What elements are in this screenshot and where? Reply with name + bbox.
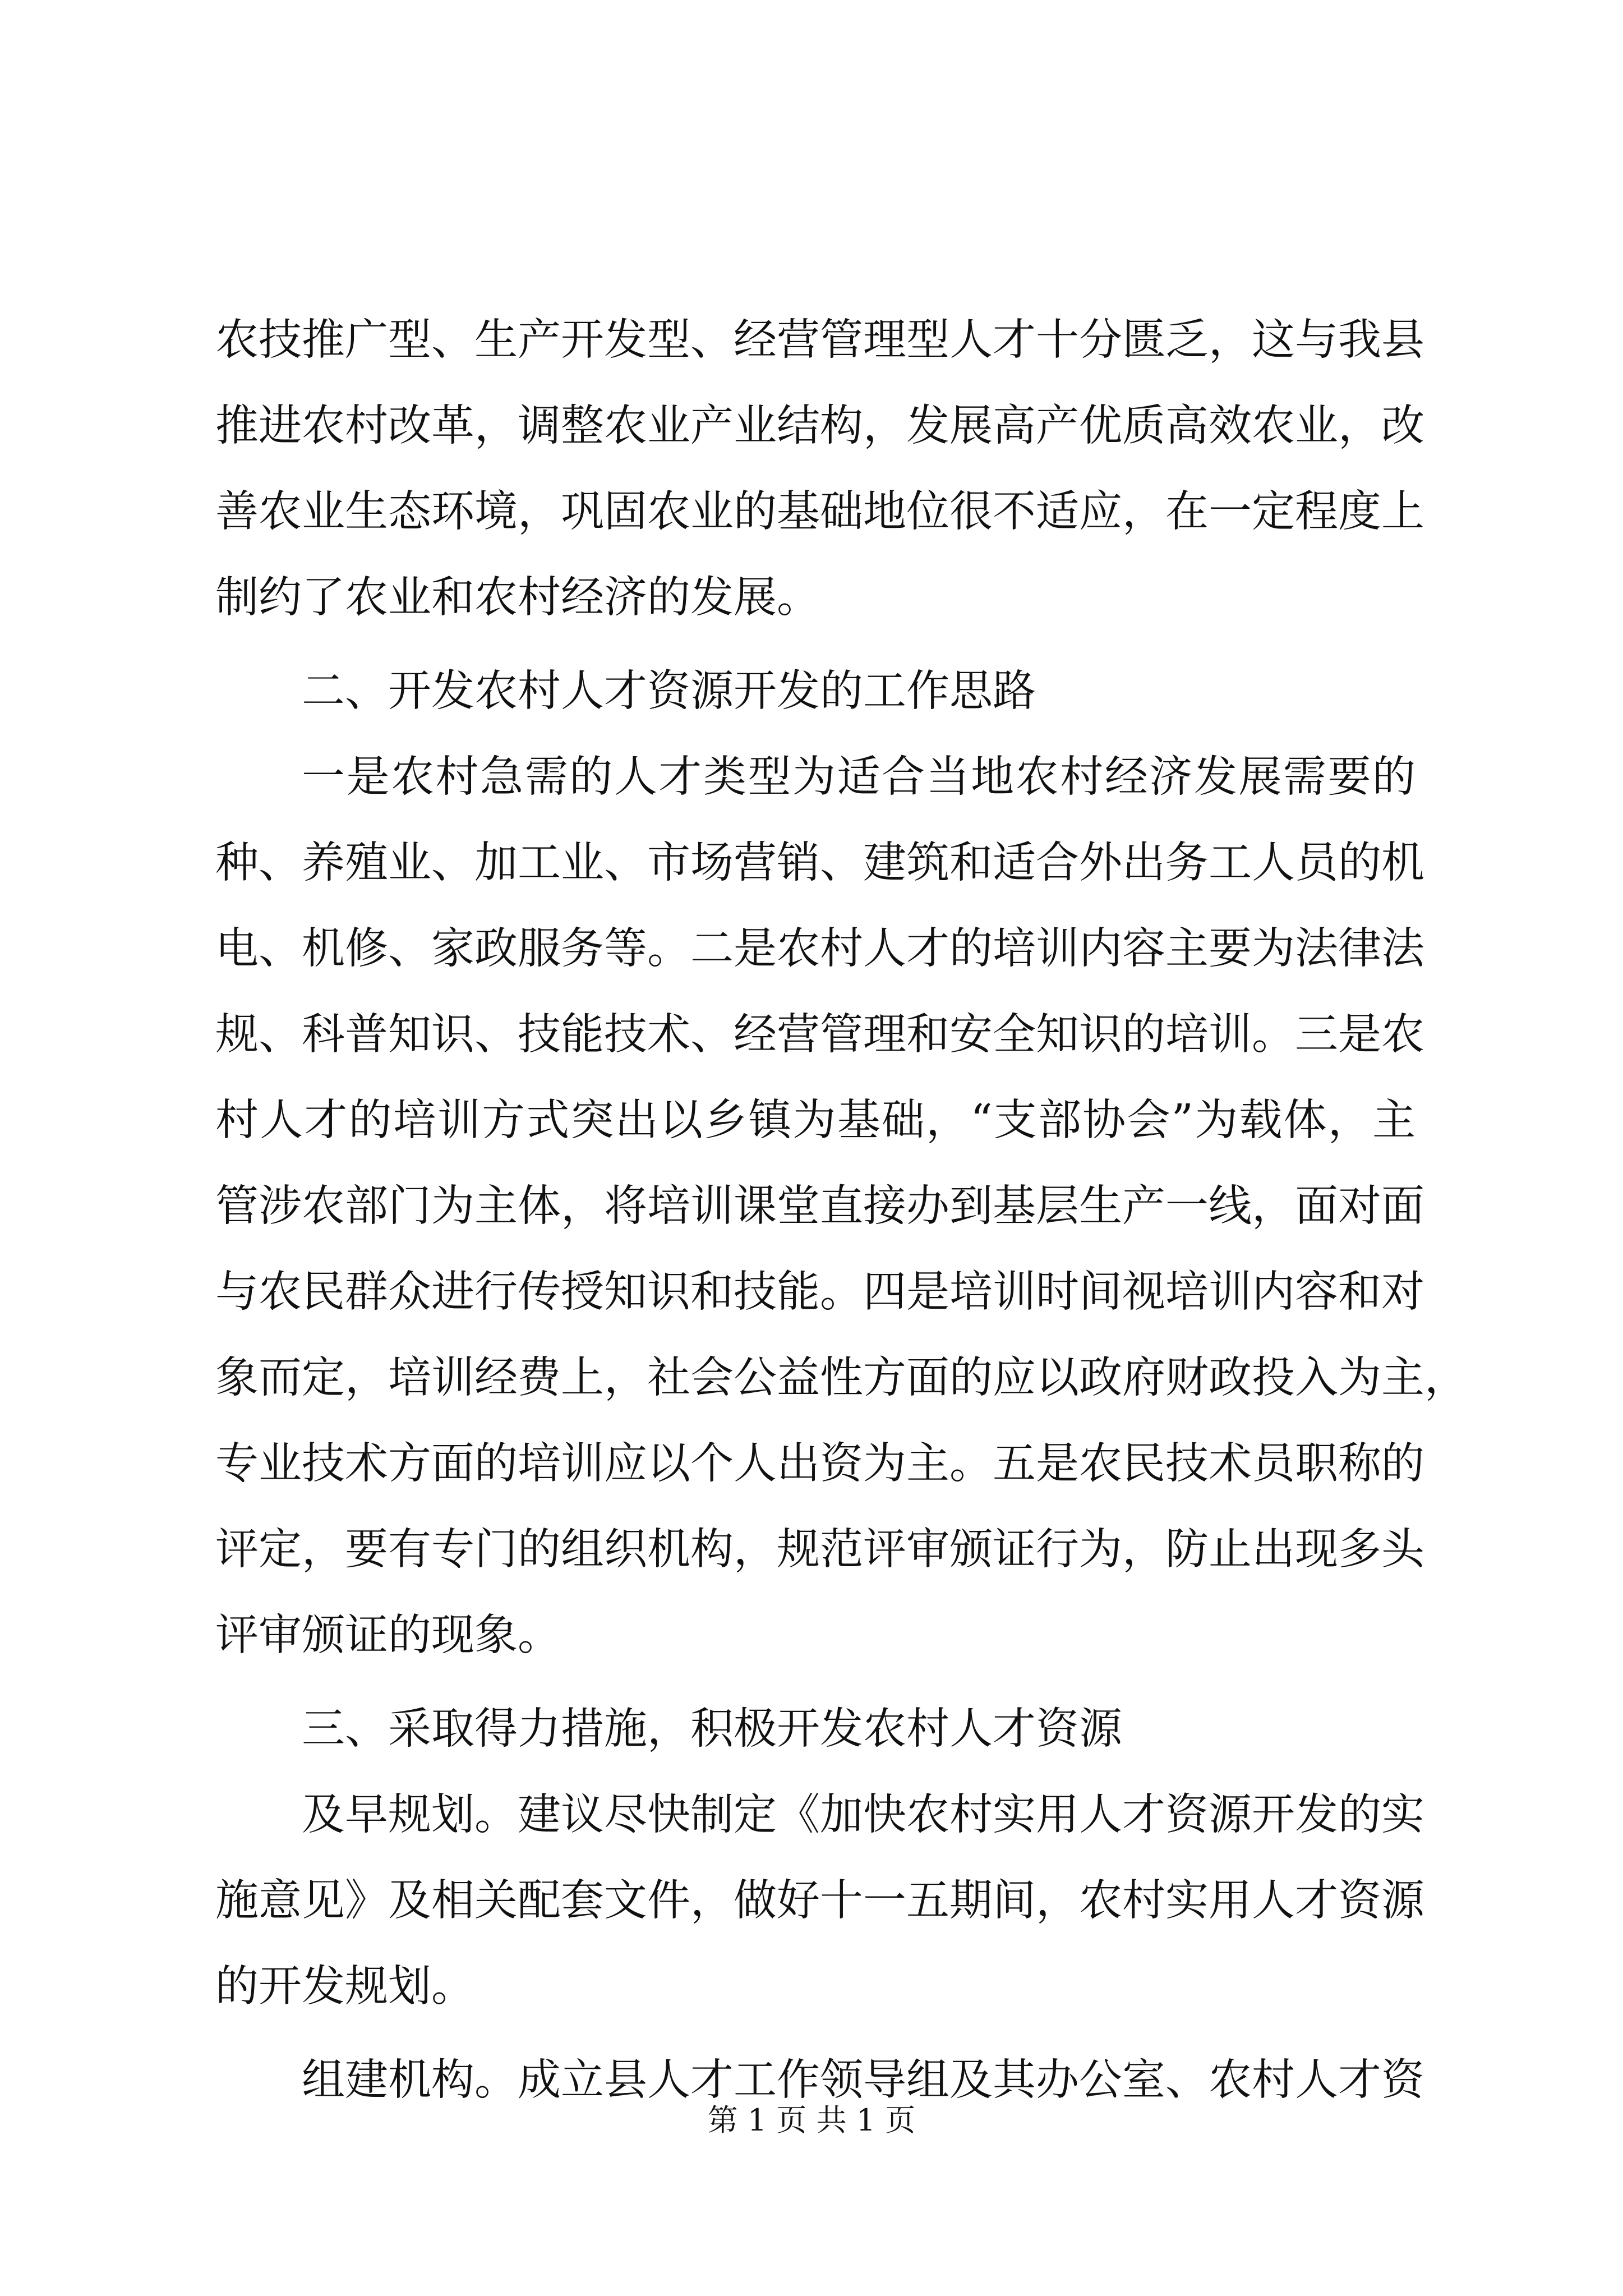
heading-line: 三、采取得力措施，积极开发农村人才资源: [302, 1704, 1122, 1754]
paragraph-continuation: [215, 297, 1424, 641]
text-line: 的开发规划。: [215, 1962, 474, 2012]
text-line: 施意见》及相关配套文件，做好十一五期间，农村实用人才资源: [215, 1876, 1424, 1926]
page-number-footer: 第 1 页 共 1 页: [707, 2102, 916, 2138]
text-line: 农技推广型、生产开发型、经营管理型人才十分匮乏，这与我县: [215, 315, 1424, 365]
text-line: 电、机修、家政服务等。二是农村人才的培训内容主要为法律法: [215, 924, 1424, 974]
text-line: 种、养殖业、加工业、市场营销、建筑和适合外出务工人员的机: [215, 838, 1424, 888]
text-line: 组建机构。成立县人才工作领导组及其办公室、农村人才资: [302, 2055, 1424, 2105]
heading-line: 二、开发农村人才资源开发的工作思路: [302, 666, 1036, 716]
text-line: 规、科普知识、技能技术、经营管理和安全知识的培训。三是农: [215, 1010, 1424, 1060]
text-line: 推进农村改革，调整农业产业结构，发展高产优质高效农业，改: [215, 401, 1424, 451]
section-heading-two: [215, 648, 1415, 734]
text-line: 评定，要有专门的组织机构，规范评审颁证行为，防止出现多头: [215, 1525, 1424, 1575]
text-line: 村人才的培训方式突出以乡镇为基础，“支部协会”为载体，主: [215, 1096, 1415, 1145]
text-line: 一是农村急需的人才类型为适合当地农村经济发展需要的: [302, 752, 1415, 802]
text-line: 善农业生态环境，巩固农业的基础地位很不适应，在一定程度上: [215, 487, 1424, 537]
text-line: 制约了农业和农村经济的发展。: [215, 573, 820, 623]
text-line: 与农民群众进行传授知识和技能。四是培训时间视培训内容和对: [215, 1267, 1424, 1317]
text-line: 及早规划。建议尽快制定《加快农村实用人才资源开发的实: [302, 1790, 1424, 1840]
text-line: 管涉农部门为主体，将培训课堂直接办到基层生产一线，面对面: [215, 1181, 1424, 1231]
document-body: [215, 297, 1468, 2123]
paragraph-early-planning: [215, 1772, 1424, 2030]
text-line: 象而定，培训经费上，社会公益性方面的应以政府财政投入为主，: [215, 1353, 1468, 1403]
paragraph-work-ideas: [215, 734, 1468, 1678]
text-line: 评审颁证的现象。: [215, 1611, 561, 1660]
text-line: 专业技术方面的培训应以个人出资为主。五是农民技术员职称的: [215, 1439, 1424, 1489]
section-heading-three: [215, 1686, 1415, 1772]
